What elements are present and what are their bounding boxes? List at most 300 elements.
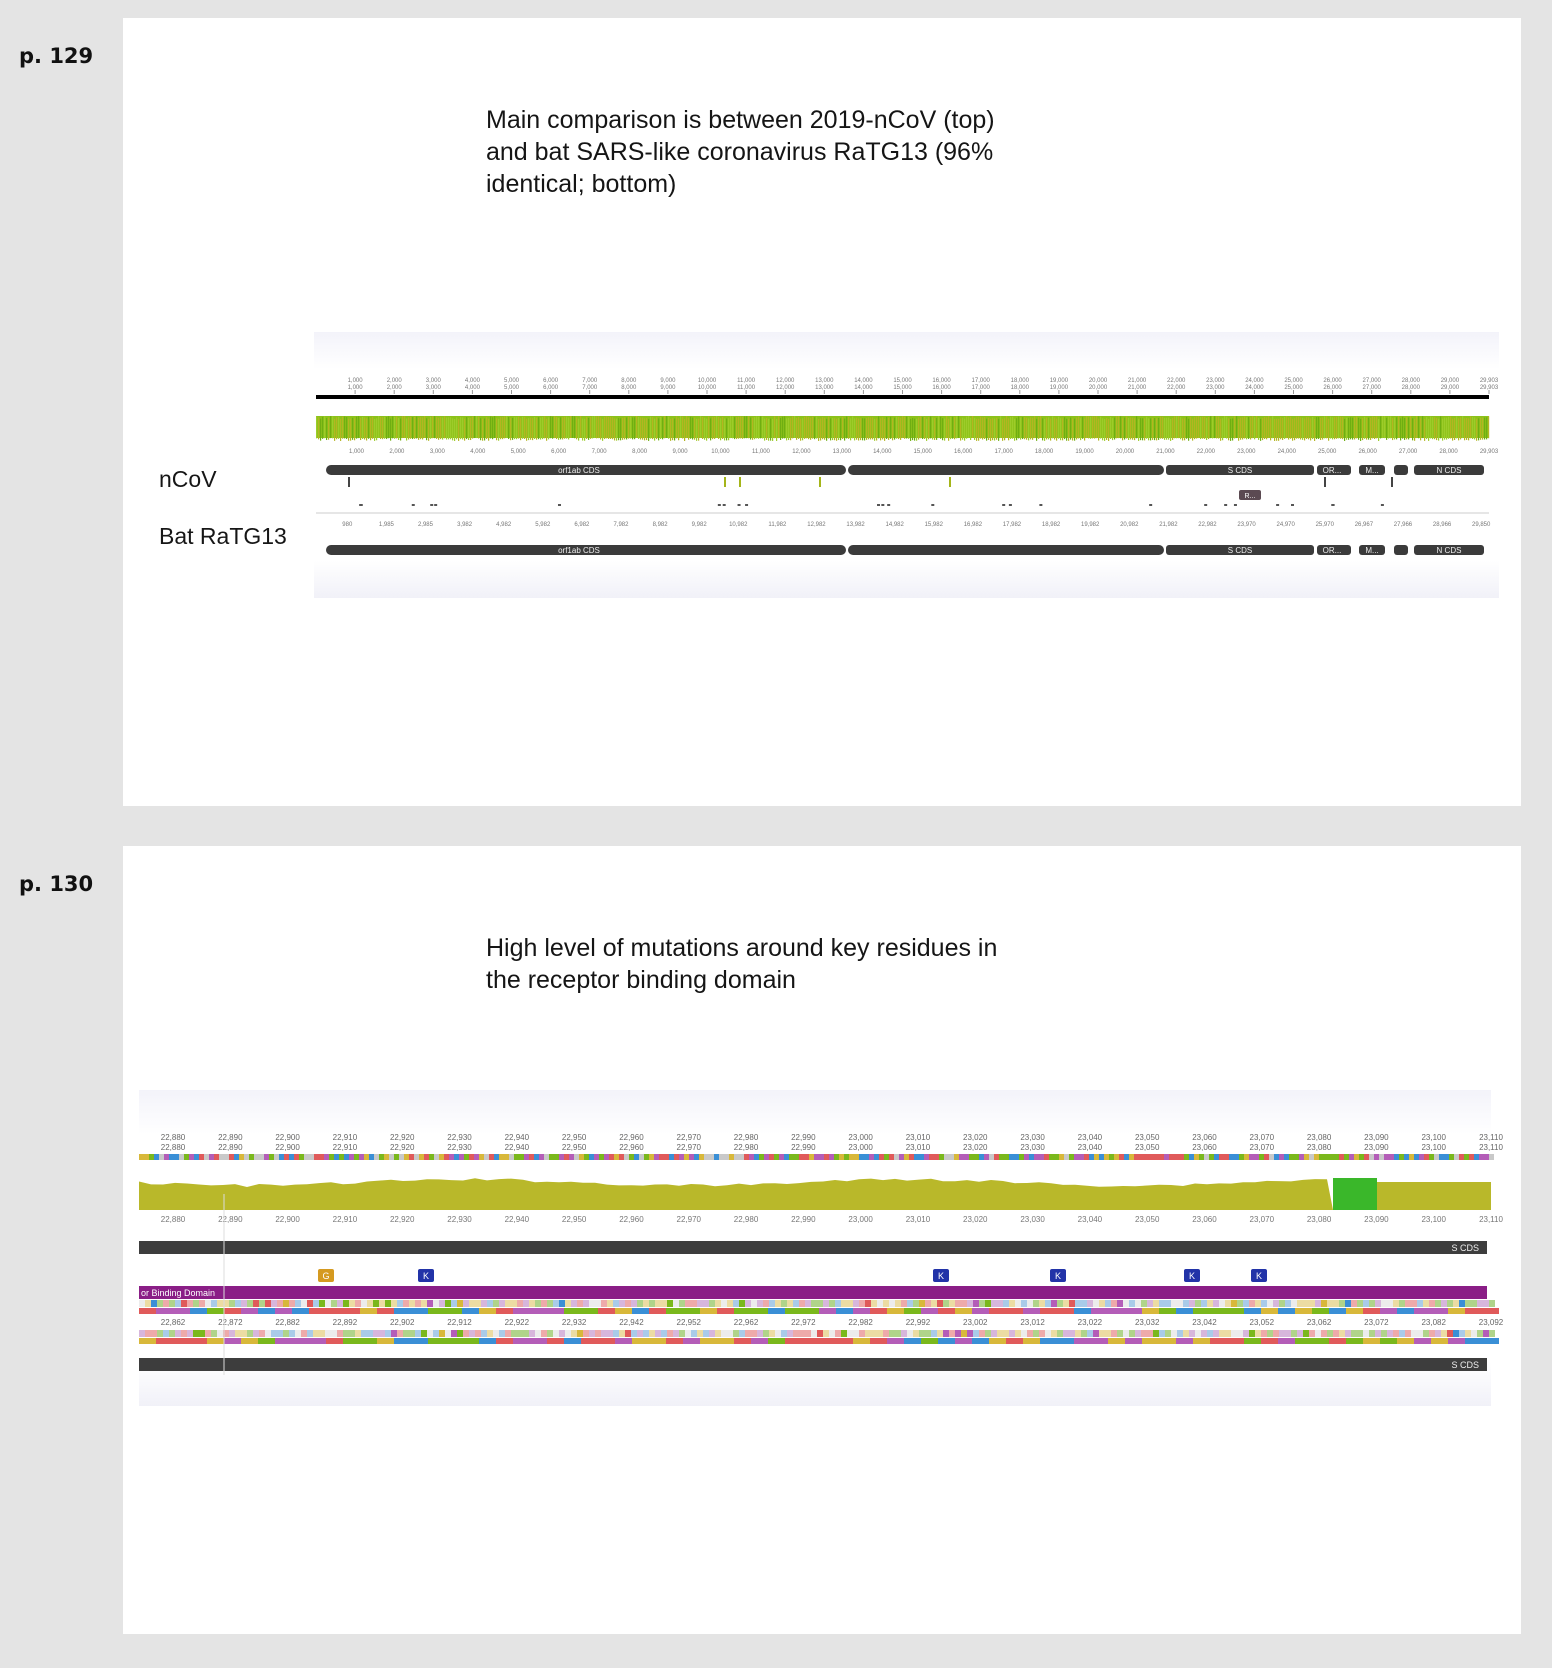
sequence-base xyxy=(667,1300,673,1307)
sequence-base xyxy=(247,1300,253,1307)
page-number: p. 129 xyxy=(19,44,94,68)
identity-column xyxy=(730,416,731,438)
identity-column xyxy=(1390,416,1391,438)
amino-acid xyxy=(1040,1338,1057,1344)
consensus-base xyxy=(279,1154,284,1160)
identity-column xyxy=(1284,417,1285,439)
identity-column xyxy=(914,419,915,441)
identity-column xyxy=(1140,418,1141,440)
sequence-base xyxy=(1129,1300,1135,1307)
identity-column xyxy=(808,417,809,439)
consensus-base xyxy=(919,1154,924,1160)
identity-column xyxy=(1112,418,1113,440)
difference-mark xyxy=(1276,504,1279,506)
identity-column xyxy=(504,416,505,438)
sequence-base xyxy=(1105,1300,1111,1307)
sequence-base xyxy=(601,1300,607,1307)
sequence-base xyxy=(229,1330,235,1337)
ruler-tick-label: 3,000 xyxy=(425,378,441,384)
identity-column xyxy=(1448,417,1449,439)
identity-column xyxy=(826,419,827,441)
identity-column xyxy=(1456,416,1457,438)
sequence-base xyxy=(493,1300,499,1307)
consensus-base xyxy=(1249,1154,1254,1160)
amino-acid xyxy=(887,1338,904,1344)
sequence-base xyxy=(1159,1330,1165,1337)
sequence-base xyxy=(1375,1300,1381,1307)
ruler-tick-label: 22,000 xyxy=(1167,378,1186,384)
amino-acid xyxy=(1465,1338,1482,1344)
ruler-tick-label: 28,966 xyxy=(1432,522,1452,528)
identity-column xyxy=(438,418,439,440)
amino-acid xyxy=(1380,1308,1397,1314)
identity-column xyxy=(824,418,825,440)
consensus-base xyxy=(1009,1154,1014,1160)
sequence-base xyxy=(343,1330,349,1337)
identity-column xyxy=(904,417,905,439)
sequence-base xyxy=(139,1330,145,1337)
consensus-base xyxy=(1399,1154,1404,1160)
amino-acid xyxy=(343,1338,360,1344)
consensus-base xyxy=(1279,1154,1284,1160)
ruler-tick-label: 22,990 xyxy=(791,1133,816,1142)
consensus-base xyxy=(1474,1154,1479,1160)
ruler-tick-label: 29,903 xyxy=(1479,449,1499,455)
consensus-base xyxy=(244,1154,249,1160)
sequence-base xyxy=(1039,1300,1045,1307)
amino-acid xyxy=(258,1338,275,1344)
identity-column xyxy=(470,418,471,440)
identity-column xyxy=(872,417,873,439)
ruler-tick-label: 15,000 xyxy=(913,449,932,455)
ruler-tick-label: 1,000 xyxy=(347,385,363,391)
ruler-tick-label: 17,000 xyxy=(994,449,1013,455)
ruler-tick-label: 15,000 xyxy=(893,378,912,384)
consensus-base xyxy=(749,1154,754,1160)
sequence-base xyxy=(763,1330,769,1337)
identity-column xyxy=(890,417,891,439)
consensus-base xyxy=(939,1154,944,1160)
ruler-tick-label: 16,000 xyxy=(932,385,951,391)
identity-column xyxy=(738,417,739,439)
amino-acid xyxy=(938,1308,955,1314)
residue-marker-label: K xyxy=(1054,1271,1062,1281)
cds-small xyxy=(1394,545,1408,555)
identity-column xyxy=(1132,418,1133,440)
ruler-tick-label: 23,000 xyxy=(1237,449,1256,455)
amino-acid xyxy=(309,1338,326,1344)
identity-column xyxy=(990,419,991,441)
amino-acid xyxy=(1091,1308,1108,1314)
amino-acid xyxy=(683,1338,700,1344)
sequence-base xyxy=(775,1330,781,1337)
sequence-base xyxy=(919,1300,925,1307)
consensus-base xyxy=(629,1154,634,1160)
amino-acid xyxy=(547,1308,564,1314)
consensus-base xyxy=(954,1154,959,1160)
sequence-base xyxy=(913,1300,919,1307)
cds-orf1ab-part2 xyxy=(848,465,1164,475)
identity-column xyxy=(660,417,661,439)
identity-column xyxy=(592,416,593,438)
amino-acid xyxy=(462,1338,479,1344)
amino-acid xyxy=(1244,1308,1261,1314)
ruler-tick-label: 23,012 xyxy=(1020,1318,1045,1327)
identity-column xyxy=(816,417,817,439)
consensus-base xyxy=(139,1154,144,1160)
sequence-base xyxy=(1477,1330,1483,1337)
consensus-base xyxy=(679,1154,684,1160)
identity-column xyxy=(364,417,365,439)
sequence-base xyxy=(517,1330,523,1337)
identity-column xyxy=(506,416,507,438)
identity-column xyxy=(528,418,529,440)
identity-column xyxy=(382,417,383,439)
ruler-tick-label: 4,000 xyxy=(464,385,480,391)
sequence-base xyxy=(919,1330,925,1337)
amino-acid xyxy=(360,1308,377,1314)
identity-column xyxy=(1176,416,1177,438)
identity-column xyxy=(674,419,675,441)
sequence-base xyxy=(991,1330,997,1337)
identity-column xyxy=(1174,416,1175,438)
consensus-base xyxy=(564,1154,569,1160)
identity-column xyxy=(742,417,743,439)
consensus-base xyxy=(544,1154,549,1160)
identity-column xyxy=(884,419,885,441)
sequence-base xyxy=(805,1330,811,1337)
ruler-tick-label: 23,030 xyxy=(1020,1215,1045,1224)
identity-column xyxy=(666,416,667,438)
sequence-base xyxy=(385,1330,391,1337)
identity-column xyxy=(332,416,333,438)
identity-column xyxy=(754,417,755,439)
consensus-base xyxy=(584,1154,589,1160)
consensus-base xyxy=(199,1154,204,1160)
identity-column xyxy=(476,416,477,438)
sequence-base xyxy=(1279,1330,1285,1337)
slide-p129 xyxy=(123,18,1521,806)
ruler-tick-label: 11,000 xyxy=(737,378,756,384)
variant-tick xyxy=(949,477,951,487)
identity-column xyxy=(1450,416,1451,438)
sequence-base xyxy=(1123,1330,1129,1337)
identity-column xyxy=(1182,418,1183,440)
amino-acid xyxy=(598,1308,615,1314)
amino-acid xyxy=(207,1308,224,1314)
identity-column xyxy=(1452,419,1453,441)
ruler-tick-label: 10,000 xyxy=(711,449,730,455)
variant-tick xyxy=(348,477,350,487)
identity-column xyxy=(374,419,375,441)
ruler-tick-label: 6,000 xyxy=(551,449,567,455)
identity-column xyxy=(328,418,329,440)
identity-column xyxy=(972,416,973,438)
identity-column xyxy=(572,416,573,438)
sequence-base xyxy=(1483,1300,1489,1307)
consensus-base xyxy=(289,1154,294,1160)
residue-marker-label: K xyxy=(1255,1271,1263,1281)
sequence-base xyxy=(625,1300,631,1307)
amino-acid xyxy=(1465,1308,1482,1314)
consensus-base xyxy=(684,1154,689,1160)
identity-column xyxy=(346,417,347,439)
sequence-base xyxy=(577,1300,583,1307)
identity-column xyxy=(1268,416,1269,438)
identity-column xyxy=(728,418,729,440)
identity-column xyxy=(632,417,633,439)
sequence-base xyxy=(1303,1300,1309,1307)
ruler-tick-label: 23,002 xyxy=(963,1318,988,1327)
identity-column xyxy=(1308,417,1309,439)
identity-column xyxy=(380,417,381,439)
identity-column xyxy=(566,417,567,439)
sequence-base xyxy=(241,1330,247,1337)
sequence-base xyxy=(1255,1330,1261,1337)
amino-acid xyxy=(751,1338,768,1344)
sequence-base xyxy=(589,1330,595,1337)
identity-column xyxy=(874,419,875,441)
ruler-tick-label: 22,980 xyxy=(733,1133,759,1142)
difference-mark xyxy=(434,504,437,506)
amino-acid xyxy=(428,1308,445,1314)
ruler-tick-label: 17,982 xyxy=(1002,522,1022,528)
identity-column xyxy=(822,417,823,439)
amino-acid xyxy=(1193,1338,1210,1344)
consensus-base xyxy=(694,1154,699,1160)
sequence-base xyxy=(847,1300,853,1307)
sequence-base xyxy=(1453,1330,1459,1337)
sequence-base xyxy=(1459,1330,1465,1337)
identity-column xyxy=(1224,416,1225,438)
identity-column xyxy=(710,418,711,440)
ruler-tick-label: 23,060 xyxy=(1192,1143,1217,1152)
amino-acid xyxy=(1040,1308,1057,1314)
amino-acid xyxy=(241,1338,258,1344)
identity-column xyxy=(1418,416,1419,438)
sequence-base xyxy=(553,1300,559,1307)
ruler-tick-label: 6,000 xyxy=(543,378,559,384)
amino-acid xyxy=(1295,1308,1312,1314)
sequence-base xyxy=(1033,1330,1039,1337)
sequence-base xyxy=(625,1330,631,1337)
identity-column xyxy=(804,417,805,439)
ruler-tick-label: 29,903 xyxy=(1479,385,1499,391)
identity-column xyxy=(1388,417,1389,439)
sequence-base xyxy=(1135,1330,1141,1337)
identity-column xyxy=(564,417,565,439)
consensus-base xyxy=(904,1154,909,1160)
identity-column xyxy=(668,417,669,439)
ruler-tick-label: 3,982 xyxy=(457,522,473,528)
identity-column xyxy=(1238,419,1239,441)
ruler-tick-label: 2,000 xyxy=(389,449,405,455)
consensus-base xyxy=(304,1154,309,1160)
sequence-base xyxy=(715,1330,721,1337)
amino-acid xyxy=(1312,1338,1329,1344)
difference-mark xyxy=(1002,504,1005,506)
sequence-base xyxy=(889,1300,895,1307)
consensus-base xyxy=(844,1154,849,1160)
consensus-base xyxy=(254,1154,259,1160)
identity-column xyxy=(1142,418,1143,440)
sequence-base xyxy=(1153,1330,1159,1337)
identity-column xyxy=(868,417,869,439)
ruler-tick-label: 22,902 xyxy=(389,1318,415,1327)
sequence-base xyxy=(811,1330,817,1337)
identity-column xyxy=(806,416,807,438)
difference-mark xyxy=(1381,504,1384,506)
identity-column xyxy=(1032,418,1033,440)
consensus-base xyxy=(959,1154,964,1160)
identity-column xyxy=(1038,417,1039,439)
identity-column xyxy=(1464,418,1465,440)
identity-column xyxy=(1168,418,1169,440)
consensus-base xyxy=(149,1154,154,1160)
sequence-base xyxy=(349,1300,355,1307)
ruler-tick-label: 23,010 xyxy=(905,1143,931,1152)
difference-mark xyxy=(1234,504,1237,506)
ruler-tick-label: 22,872 xyxy=(218,1318,243,1327)
identity-column xyxy=(918,418,919,440)
consensus-base xyxy=(1404,1154,1409,1160)
identity-column xyxy=(964,419,965,441)
amino-acid xyxy=(207,1338,224,1344)
identity-column xyxy=(494,416,495,438)
sequence-base xyxy=(997,1330,1003,1337)
sequence-base xyxy=(295,1330,301,1337)
ruler-tick-label: 22,970 xyxy=(676,1133,701,1142)
sequence-base xyxy=(391,1300,397,1307)
sequence-base xyxy=(367,1330,373,1337)
consensus-base xyxy=(349,1154,354,1160)
sequence-base xyxy=(1183,1300,1189,1307)
identity-column xyxy=(532,418,533,440)
identity-column xyxy=(652,417,653,439)
sequence-base xyxy=(1027,1300,1033,1307)
ruler-tick-label: 7,000 xyxy=(591,449,607,455)
amino-acid xyxy=(632,1338,649,1344)
ruler-tick-label: 7,982 xyxy=(613,522,629,528)
ruler-tick-label: 12,982 xyxy=(807,522,826,528)
sequence-base xyxy=(373,1300,379,1307)
sequence-base xyxy=(1099,1330,1105,1337)
amino-acid xyxy=(972,1338,989,1344)
sequence-base xyxy=(1135,1300,1141,1307)
identity-column xyxy=(810,418,811,440)
ruler-tick-label: 27,000 xyxy=(1398,449,1418,455)
identity-column xyxy=(960,419,961,441)
identity-column xyxy=(340,419,341,441)
sequence-base xyxy=(781,1330,787,1337)
identity-column xyxy=(1036,419,1037,441)
identity-column xyxy=(482,419,483,441)
ruler-tick-label: 17,000 xyxy=(971,378,990,384)
sequence-base xyxy=(895,1330,901,1337)
identity-column xyxy=(370,418,371,440)
sequence-base xyxy=(343,1300,349,1307)
ruler-tick-label: 22,910 xyxy=(332,1215,358,1224)
consensus-base xyxy=(909,1154,914,1160)
sequence-base xyxy=(1195,1330,1201,1337)
identity-column xyxy=(1160,417,1161,439)
consensus-base xyxy=(1159,1154,1164,1160)
identity-column xyxy=(1150,418,1151,440)
cds-label: OR... xyxy=(1322,546,1342,555)
identity-column xyxy=(1270,418,1271,440)
amino-acid xyxy=(802,1308,819,1314)
identity-column xyxy=(1332,417,1333,439)
sequence-base xyxy=(277,1300,283,1307)
consensus-base xyxy=(1419,1154,1424,1160)
consensus-base xyxy=(664,1154,669,1160)
identity-column xyxy=(834,418,835,440)
identity-column xyxy=(992,418,993,440)
identity-column xyxy=(1248,417,1249,439)
consensus-base xyxy=(1389,1154,1394,1160)
sequence-base xyxy=(715,1300,721,1307)
identity-column xyxy=(948,419,949,441)
identity-column xyxy=(1314,419,1315,441)
sequence-base xyxy=(601,1330,607,1337)
consensus-base xyxy=(1219,1154,1224,1160)
difference-mark xyxy=(931,504,934,506)
identity-column xyxy=(814,417,815,439)
consensus-base xyxy=(1199,1154,1204,1160)
difference-mark xyxy=(718,504,721,506)
sequence-base xyxy=(1093,1330,1099,1337)
consensus-base xyxy=(814,1154,819,1160)
consensus-base xyxy=(1329,1154,1334,1160)
ruler-tick-label: 23,072 xyxy=(1364,1318,1389,1327)
identity-column xyxy=(1028,418,1029,440)
residue-marker-label: K xyxy=(937,1271,945,1281)
sequence-base xyxy=(547,1300,553,1307)
consensus-base xyxy=(1164,1154,1169,1160)
sequence-base xyxy=(163,1300,169,1307)
identity-column xyxy=(934,418,935,440)
identity-column xyxy=(784,416,785,438)
identity-column xyxy=(1280,417,1281,439)
identity-column xyxy=(540,418,541,440)
amino-acid xyxy=(1431,1338,1448,1344)
identity-column xyxy=(1070,418,1071,440)
sequence-base xyxy=(475,1330,481,1337)
consensus-base xyxy=(1254,1154,1259,1160)
sequence-base xyxy=(607,1330,613,1337)
identity-column xyxy=(906,417,907,439)
identity-column xyxy=(832,418,833,440)
ruler-tick-label: 23,040 xyxy=(1077,1133,1103,1142)
sequence-base xyxy=(1045,1300,1051,1307)
identity-column xyxy=(484,418,485,440)
identity-column xyxy=(516,417,517,439)
amino-acid xyxy=(513,1308,530,1314)
identity-column xyxy=(594,416,595,438)
sequence-base xyxy=(1057,1300,1063,1307)
ruler-tick-label: 23,020 xyxy=(963,1133,988,1142)
identity-column xyxy=(638,417,639,439)
identity-column xyxy=(1246,417,1247,439)
identity-column xyxy=(702,417,703,439)
ruler-tick-label: 17,000 xyxy=(971,385,990,391)
sequence-base xyxy=(1033,1300,1039,1307)
amino-acid xyxy=(734,1308,751,1314)
sequence-base xyxy=(1465,1330,1471,1337)
consensus-base xyxy=(1039,1154,1044,1160)
sequence-label-ncov: nCoV xyxy=(159,466,217,492)
amino-acid xyxy=(632,1308,649,1314)
